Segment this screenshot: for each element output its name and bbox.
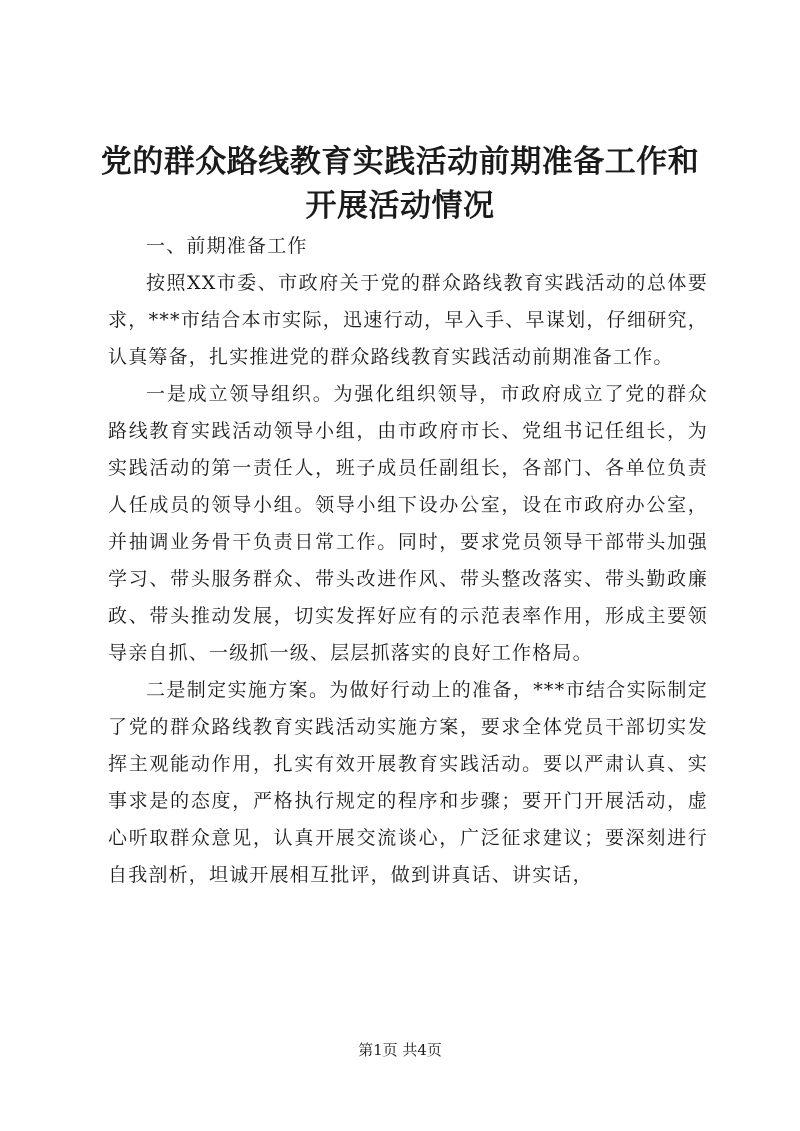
section-heading: 一、前期准备工作	[146, 235, 308, 257]
document-body	[108, 228, 708, 894]
body-paragraph: 按照XX市委、市政府关于党的群众路线教育实践活动的总体要求，***市结合本市实际，迅速行动，早入手、早谋划，仔细研究，认真筹备，扎实推进党的群众路线教育实践活动前期准备工作。	[108, 272, 708, 368]
body-paragraph: 二是制定实施方案。为做好行动上的准备，***市结合实际制定了党的群众路线教育实践活动实施方案，要求全体党员干部切实发挥主观能动作用，扎实有效开展教育实践活动。要以严肃认真、实事求是的态度，严格执行规定的程序和步骤；要开门开展活动，虚心听取群众意见，认真开展交流谈心，广泛征求建议；要深刻进行自我剖析，坦诚开展相互批评，做到讲真话、讲实话，	[108, 679, 708, 886]
document-title: 党的群众路线教育实践活动前期准备工作和开展活动情况	[100, 144, 700, 224]
body-paragraph: 一是成立领导组织。为强化组织领导，市政府成立了党的群众路线教育实践活动领导小组，由市政府市长、党组书记任组长，为实践活动的第一责任人，班子成员任副组长，各部门、各单位负责人任成员的领导小组。领导小组下设办公室，设在市政府办公室，并抽调业务骨干负责日常工作。同时，要求党员领导干部带头加强学习、带头服务群众、带头改进作风、带头整改落实、带头勤政廉政、带头推动发展，切实发挥好应有的示范表率作用，形成主要领导亲自抓、一级抓一级、层层抓落实的良好工作格局。	[108, 383, 708, 664]
page-footer: 第1页 共4页	[358, 1041, 442, 1059]
